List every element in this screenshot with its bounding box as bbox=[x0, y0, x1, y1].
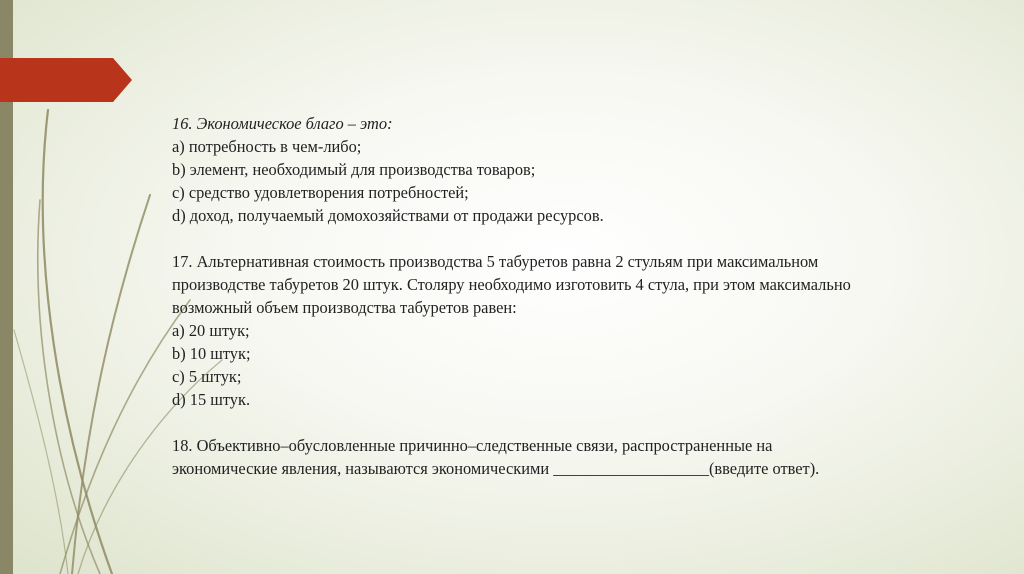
question-17-text-line: производстве табуретов 20 штук. Столяру необходимо изготовить 4 стула, при этом максимально bbox=[172, 275, 851, 294]
question-16-title: 16. Экономическое благо – это: bbox=[172, 114, 393, 133]
question-17-option-c: c) 5 штук; bbox=[172, 367, 242, 386]
decor-curve bbox=[38, 200, 100, 574]
question-16-option-a: a) потребность в чем-либо; bbox=[172, 137, 362, 156]
question-16-option-d: d) доход, получаемый домохозяйствами от продажи ресурсов. bbox=[172, 206, 604, 225]
decor-curve bbox=[72, 195, 150, 574]
question-16-option-c: c) средство удовлетворения потребностей; bbox=[172, 183, 469, 202]
decor-curve bbox=[60, 300, 190, 574]
question-17-option-b: b) 10 штук; bbox=[172, 344, 251, 363]
question-17-text-line: 17. Альтернативная стоимость производства 5 табуретов равна 2 стульям при максимальном bbox=[172, 252, 819, 271]
question-17-option-a: a) 20 штук; bbox=[172, 321, 250, 340]
decor-curve bbox=[43, 110, 112, 574]
spacer bbox=[172, 227, 992, 250]
question-17-text-line: возможный объем производства табуретов равен: bbox=[172, 298, 517, 317]
question-18-text-line: 18. Объективно–обусловленные причинно–следственные связи, распространенные на bbox=[172, 436, 773, 455]
question-18-text-line: экономические явления, называются экономическими ___________________(введите ответ). bbox=[172, 459, 820, 478]
quiz-content bbox=[172, 112, 992, 480]
spacer bbox=[172, 411, 992, 434]
question-16-option-b: b) элемент, необходимый для производства товаров; bbox=[172, 160, 536, 179]
question-17-option-d: d) 15 штук. bbox=[172, 390, 251, 409]
accent-tab-shape bbox=[0, 58, 135, 102]
